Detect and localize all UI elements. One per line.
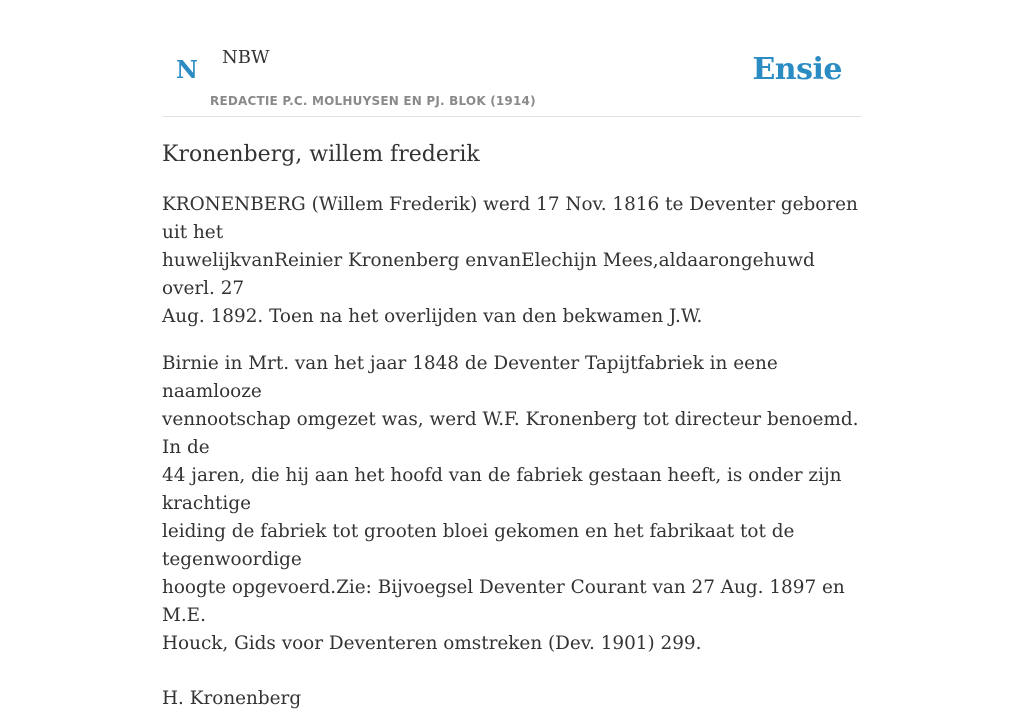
page-header (162, 0, 862, 117)
source-subtitle: REDACTIE P.C. MOLHUYSEN EN PJ. BLOK (1914) (210, 94, 536, 108)
source-name[interactable]: NBW (222, 47, 270, 68)
source-logo-icon[interactable]: N (176, 55, 198, 84)
article-title: Kronenberg, willem frederik (162, 142, 480, 167)
article-author: H. Kronenberg (162, 688, 302, 709)
article (162, 137, 862, 713)
article-paragraph: Birnie in Mrt. van het jaar 1848 de Deventer Tapijtfabriek in eene naamlooze vennootschap omgezet was, werd W.F. Kronenberg tot directeur benoemd. In de 44 jaren, die hij aan het hoofd van de fabriek gestaan heeft, is onder zijn krachtige leiding de fabriek tot grooten bloei gekomen en het fabrikaat tot de tegenwoordige hoogte opgevoerd.Zie: Bijvoegsel Deventer Courant van 27 Aug. 1897 en M.E. Houck, Gids voor Deventeren omstreken (Dev. 1901) 299. (162, 353, 859, 654)
article-paragraph: KRONENBERG (Willem Frederik) werd 17 Nov. 1816 te Deventer geboren uit het huwelijkvanReinier Kronenberg envanElechijn Mees,aldaarongehuwd overl. 27 Aug. 1892. Toen na het overlijden van den bekwamen J.W. (162, 194, 858, 327)
ensie-logo[interactable]: Ensie (752, 52, 842, 87)
